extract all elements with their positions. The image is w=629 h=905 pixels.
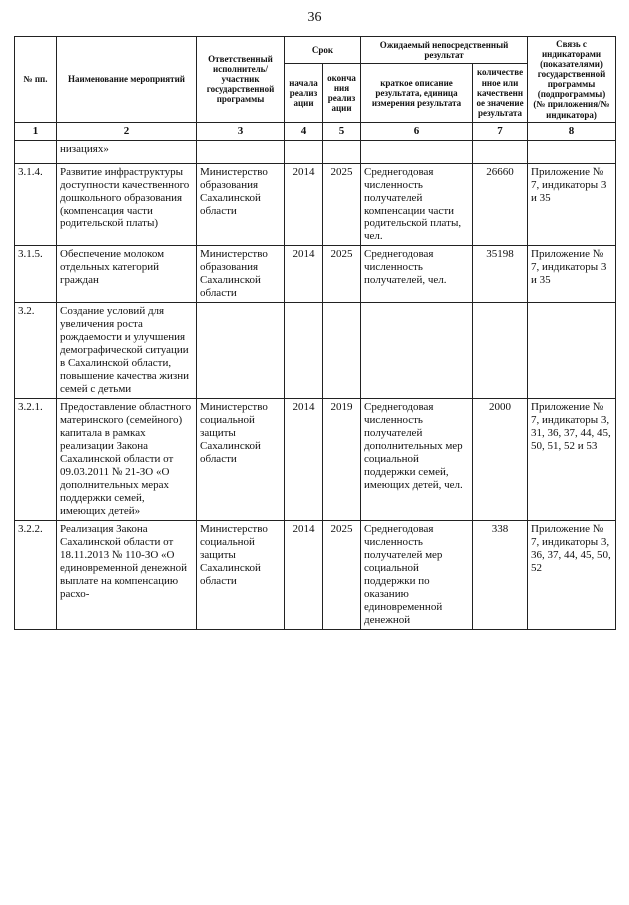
row-number: 3.1.5.	[15, 246, 57, 303]
header-executor: Ответственный исполнитель/участник государственной программы	[197, 37, 285, 123]
start-year: 2014	[285, 163, 323, 246]
cell-empty	[361, 140, 473, 163]
result-value: 26660	[473, 163, 528, 246]
cell-empty	[323, 140, 361, 163]
column-number: 3	[197, 122, 285, 140]
end-year: 2025	[323, 246, 361, 303]
table-row	[15, 303, 616, 399]
end-year: 2025	[323, 520, 361, 629]
header-row	[15, 37, 616, 64]
indicator-link: Приложение № 7, индикаторы 3 и 35	[528, 163, 616, 246]
start-year: 2014	[285, 520, 323, 629]
column-number-row	[15, 122, 616, 140]
column-number: 8	[528, 122, 616, 140]
executor: Министерство социальной защиты Сахалинской области	[197, 520, 285, 629]
executor: Министерство образования Сахалинской области	[197, 246, 285, 303]
result-description: Среднегодовая численность получателей, чел.	[361, 246, 473, 303]
end-year: 2025	[323, 163, 361, 246]
header-result-value: количественное или качественное значение результата	[473, 63, 528, 122]
start-year: 2014	[285, 399, 323, 521]
program-activities-table	[14, 36, 616, 630]
column-number: 5	[323, 122, 361, 140]
header-result: Ожидаемый непосредственный результат	[361, 37, 528, 64]
continuation-row	[15, 140, 616, 163]
start-year	[285, 303, 323, 399]
page-number: 36	[307, 10, 322, 25]
cell-empty	[197, 140, 285, 163]
result-value: 338	[473, 520, 528, 629]
column-number: 4	[285, 122, 323, 140]
result-value	[473, 303, 528, 399]
table-row	[15, 246, 616, 303]
executor: Министерство образования Сахалинской области	[197, 163, 285, 246]
result-description	[361, 303, 473, 399]
row-number: 3.2.2.	[15, 520, 57, 629]
activity-name: Обеспечение молоком отдельных категорий граждан	[57, 246, 197, 303]
activity-name: Создание условий для увеличения роста рождаемости и улучшения демографической ситуации в Сахалинской области, повышение качества жизни семей с детьми	[57, 303, 197, 399]
executor	[197, 303, 285, 399]
table-row	[15, 399, 616, 521]
activity-name: Реализация Закона Сахалинской области от 18.11.2013 № 110-ЗО «О единовременной денежной выплате на компенсацию расхо-	[57, 520, 197, 629]
indicator-link: Приложение № 7, индикаторы 3, 36, 37, 44, 45, 50, 52	[528, 520, 616, 629]
activity-name: Развитие инфраструктуры доступности качественного дошкольного образования (компенсация части родительской платы)	[57, 163, 197, 246]
cell-empty	[285, 140, 323, 163]
header-result-desc: краткое описание результата, единица измерения результата	[361, 63, 473, 122]
row-number: 3.1.4.	[15, 163, 57, 246]
cell-empty	[473, 140, 528, 163]
continuation-text: низациях»	[57, 140, 197, 163]
table-row	[15, 163, 616, 246]
result-description: Среднегодовая численность получателей компенсации части родительской платы, чел.	[361, 163, 473, 246]
row-number: 3.2.	[15, 303, 57, 399]
start-year: 2014	[285, 246, 323, 303]
indicator-link: Приложение № 7, индикаторы 3, 31, 36, 37, 44, 45, 50, 51, 52 и 53	[528, 399, 616, 521]
header-name: Наименование мероприятий	[57, 37, 197, 123]
column-number: 2	[57, 122, 197, 140]
result-description: Среднегодовая численность получателей мер социальной поддержки по оказанию единовременной денежной	[361, 520, 473, 629]
header-term: Срок	[285, 37, 361, 64]
column-number: 6	[361, 122, 473, 140]
executor: Министерство социальной защиты Сахалинской области	[197, 399, 285, 521]
end-year: 2019	[323, 399, 361, 521]
cell-empty	[15, 140, 57, 163]
column-number: 7	[473, 122, 528, 140]
header-start: начала реализации	[285, 63, 323, 122]
table-row	[15, 520, 616, 629]
row-number: 3.2.1.	[15, 399, 57, 521]
activity-name: Предоставление областного материнского (семейного) капитала в рамках реализации Закона Сахалинской области от 09.03.2011 № 21-ЗО «О дополнительных мерах поддержки семей, имеющих детей»	[57, 399, 197, 521]
end-year	[323, 303, 361, 399]
result-description: Среднегодовая численность получателей дополнительных мер социальной поддержки семей, имеющих детей, чел.	[361, 399, 473, 521]
header-end: окончания реализации	[323, 63, 361, 122]
indicator-link: Приложение № 7, индикаторы 3 и 35	[528, 246, 616, 303]
indicator-link	[528, 303, 616, 399]
result-value: 2000	[473, 399, 528, 521]
header-num: № пп.	[15, 37, 57, 123]
header-link: Связь с индикаторами (показателями) государственной программы (подпрограммы) (№ приложения/№ индикатора)	[528, 37, 616, 123]
result-value: 35198	[473, 246, 528, 303]
cell-empty	[528, 140, 616, 163]
column-number: 1	[15, 122, 57, 140]
